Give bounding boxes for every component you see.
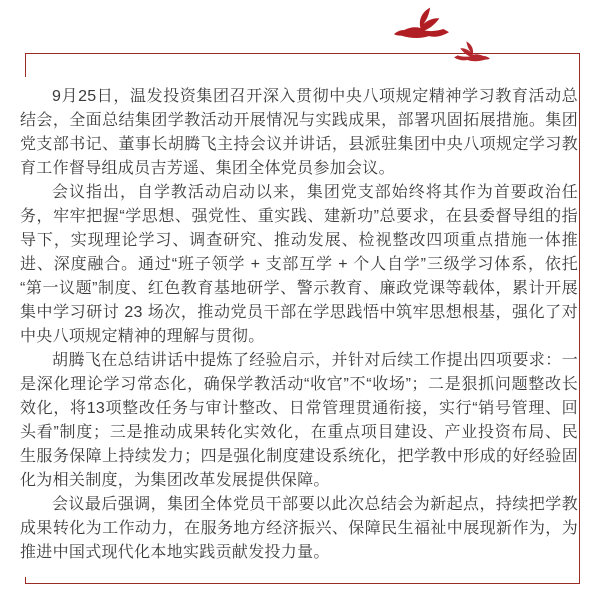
article-body xyxy=(20,77,578,577)
dove-icon xyxy=(452,40,492,68)
article-paragraph: 9月25日，温发投资集团召开深入贯彻中央八项规定精神学习教育活动总结会，全面总结集团学教活动开展情况与实践成果，部署巩固拓展措施。集团党支部书记、董事长胡腾飞主持会议并讲话，县派驻集团中央八项规定学习教育工作督导组成员吉芳遥、集团全体党员参加会议。 xyxy=(20,88,578,177)
article-paragraph: 会议指出，自学教活动启动以来，集团党支部始终将其作为首要政治任务，牢牢把握“学思想、强党性、重实践、建新功”总要求，在县委督导组的指导下，实现理论学习、调查研究、推动发展、检视整改四项重点措施一体推进、深度融合。通过“班子领学 + 支部互学 + 个人自学”三级学习体系，依托“第一议题”制度、红色教育基地研学、警示教育、廉政党课等载体，累计开展集中学习研讨 23 场次，推动党员干部在学思践悟中筑牢思想根基，强化了对中央八项规定精神的理解与贯彻。 xyxy=(20,184,578,345)
article-paragraph: 会议最后强调，集团全体党员干部要以此次总结会为新起点，持续把学教成果转化为工作动力，在服务地方经济振兴、保障民生福祉中展现新作为，为推进中国式现代化本地实践贡献发投力量。 xyxy=(20,496,578,561)
article-paragraph: 胡腾飞在总结讲话中提炼了经验启示，并针对后续工作提出四项要求：一是深化理论学习常态化，确保学教活动“收官”不“收场”；二是狠抓问题整改长效化，将13项整改任务与审计整改、日常管理贯通衔接，实行“销号管理、回头看”制度；三是推动成果转化实效化，在重点项目建设、产业投资布局、民生服务保障上持续发力；四是强化制度建设系统化，把学教中形成的好经验固化为相关制度，为集团改革发展提供保障。 xyxy=(20,352,578,489)
dove-icon xyxy=(391,6,452,48)
